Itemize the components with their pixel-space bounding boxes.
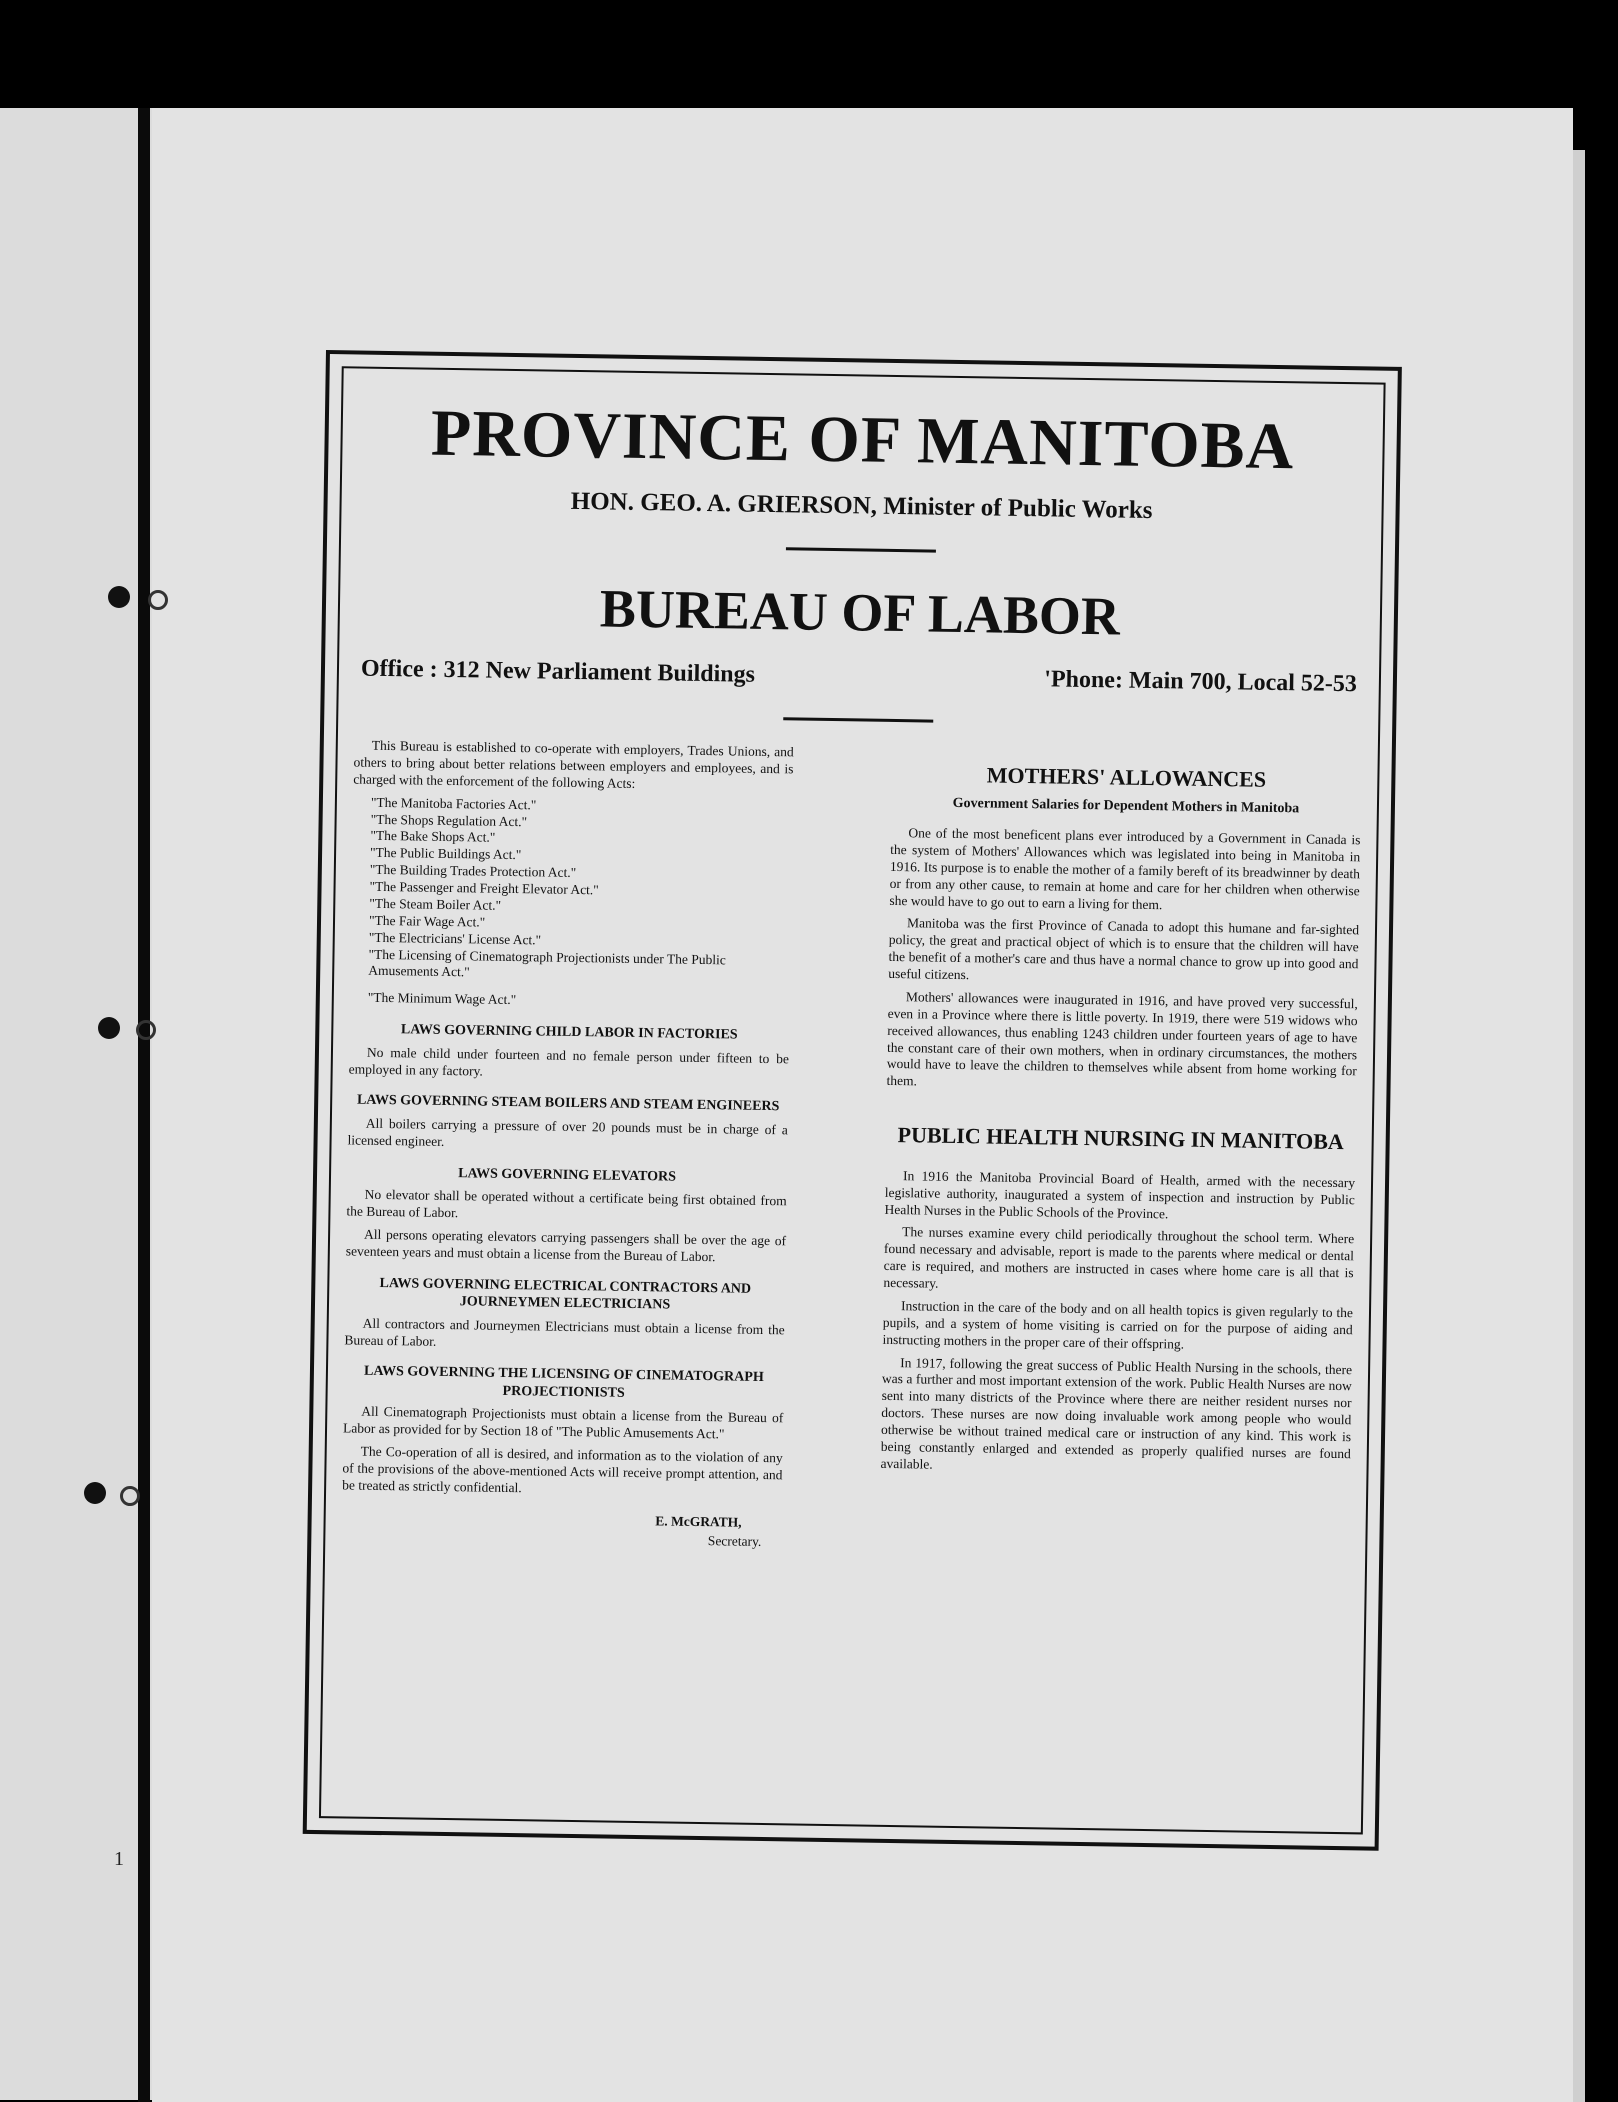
section-text: All Cinematograph Projectionists must obtain a license from the Bureau of Labor as provided for by Section 18 of "The Public Amusements Act." [342,1404,784,1442]
act-item: "The Building Trades Protection Act." [369,861,577,881]
nursing-paragraph: Instruction in the care of the body and on all health topics is given regularly to the pupils, and a system of home visiting is carried on for the purpose of aiding and instructing mothers in the proper care of their offspring. [882,1298,1354,1352]
section-text: The Co-operation of all is desired, and information as to the violation of any of the provisions of the above-mentioned Acts will receive prompt attention, and be treated as strictly confidential. [342,1443,783,1496]
act-item: "The Shops Regulation Act." [370,811,528,829]
nursing-paragraph: The nurses examine every child periodically throughout the school term. Where found necessary and advisable, report is made to the parents where medical or dental care is required, and mothers are instructed in cases where home care is all that is necessary. [883,1224,1355,1291]
act-item: "The Passenger and Freight Elevator Act." [369,878,599,898]
punch-hole [148,590,168,610]
nursing-heading: PUBLIC HEALTH NURSING IN MANITOBA [897,1122,1344,1155]
minister-line: HON. GEO. A. GRIERSON, Minister of Public Works [570,487,1153,524]
section-text: All persons operating elevators carrying passengers shall be over the age of seventeen years and must obtain a license from the Bureau of Labor. [345,1226,787,1264]
act-item: "The Manitoba Factories Act." [370,794,537,812]
page-number: 1 [114,1848,124,1870]
phone-number: 'Phone: Main 700, Local 52-53 [1044,666,1358,698]
right-column [879,746,1362,1560]
mothers-paragraph: Mothers' allowances were inaugurated in 1916, and have proved very successful, even in a Province where there is little poverty. In 1919, there were 519 widows who received allowances, thus enabling 1243 children under fourteen years of age to have the constant care of their own mothers, when in ordinary circumstances, the mothers would have to leave the children to themselves while absent from home working for them. [886,989,1358,1089]
punch-hole [98,1017,120,1039]
section-heading: LAWS GOVERNING STEAM BOILERS AND STEAM ENGINEERS [356,1092,780,1115]
section-heading: LAWS GOVERNING CHILD LABOR IN FACTORIES [400,1022,738,1043]
act-item: "The Minimum Wage Act." [367,989,517,1008]
section-heading: LAWS GOVERNING ELECTRICAL CONTRACTORS AND JOURNEYMEN ELECTRICIANS [379,1275,752,1313]
mothers-subheading: Government Salaries for Dependent Mothers in Manitoba [952,795,1300,816]
bureau-title: BUREAU OF LABOR [599,578,1121,647]
nursing-paragraph: In 1917, following the great success of Public Health Nursing in the schools, there was a further and most important extension of the work. Public Health Nurses are now sent into many districts of the Province where there are neither resident nurses nor doctors. These nurses are now doing invaluable work among people who would otherwise be without trained medical care or instruction of any kind. This work is being constantly enlarged and extended as properly qualified nurses are found available. [880,1354,1353,1472]
act-item: "The Public Buildings Act." [369,845,522,863]
act-item: "The Fair Wage Act." [368,912,486,930]
mothers-paragraph: Manitoba was the first Province of Canada to adopt this humane and far-sighted policy, the great and practical object of which is to ensure that the children will have the benefit of a mother's care and thus have a normal chance to grow up into good and useful citizens. [888,915,1360,983]
nursing-paragraph: In 1916 the Manitoba Provincial Board of Health, armed with the necessary legislative authority, inaugurated a system of inspection and instruction by Public Health Nurses in the Public Schools of the Province. [884,1167,1356,1221]
divider [783,717,933,722]
intro-paragraph: This Bureau is established to co-operate with employers, Trades Unions, and others to bring about better relations between employers and employees, and is charged with the enforcement of the following Acts: [353,737,794,791]
punch-hole [108,586,130,608]
main-title: PROVINCE OF MANITOBA [430,396,1295,484]
section-text: All boilers carrying a pressure of over 20 pounds must be in charge of a licensed engineer. [347,1115,788,1149]
mothers-heading: MOTHERS' ALLOWANCES [986,762,1267,792]
advertisement-frame [303,350,1402,1851]
binding-line [138,108,150,2102]
act-item: "The Bake Shops Act." [370,828,496,846]
act-item: "The Steam Boiler Act." [369,895,502,913]
punch-hole [84,1482,106,1504]
left-column [341,737,794,1550]
page-edge [1573,150,1585,2102]
left-page-margin [0,108,152,2100]
punch-hole [136,1020,156,1040]
section-text: No male child under fourteen and no female person under fifteen to be employed in any factory. [348,1044,790,1079]
section-text: All contractors and Journeymen Electricians must obtain a license from the Bureau of Labor. [344,1315,785,1349]
signature-role: Secretary. [707,1532,762,1549]
office-row [361,656,1357,699]
divider [786,547,936,552]
signature-name: E. McGRATH, [655,1513,742,1530]
section-heading: LAWS GOVERNING ELEVATORS [458,1165,677,1185]
advertisement-content [337,395,1367,1827]
mothers-paragraph: One of the most beneficent plans ever introduced by a Government in Canada is the system of Mothers' Allowances which was legislated into being in Manitoba in 1916. Its purpose is to enable the mother of a family bereft of its breadwinner by death or from any other cause, to remain at home and care for her children when otherwise she would have to go out to earn a living for them. [889,825,1361,912]
act-item: "The Electricians' License Act." [368,929,542,948]
act-item: "The Licensing of Cinematograph Projectionists under The Public Amusements Act." [368,946,726,980]
punch-hole [120,1486,140,1506]
section-heading: LAWS GOVERNING THE LICENSING OF CINEMATOGRAPH PROJECTIONISTS [363,1364,764,1401]
office-address: Office : 312 New Parliament Buildings [360,655,756,688]
section-text: No elevator shall be operated without a certificate being first obtained from the Bureau of Labor. [346,1186,787,1221]
acts-list [350,794,793,987]
columns [341,737,1362,1559]
